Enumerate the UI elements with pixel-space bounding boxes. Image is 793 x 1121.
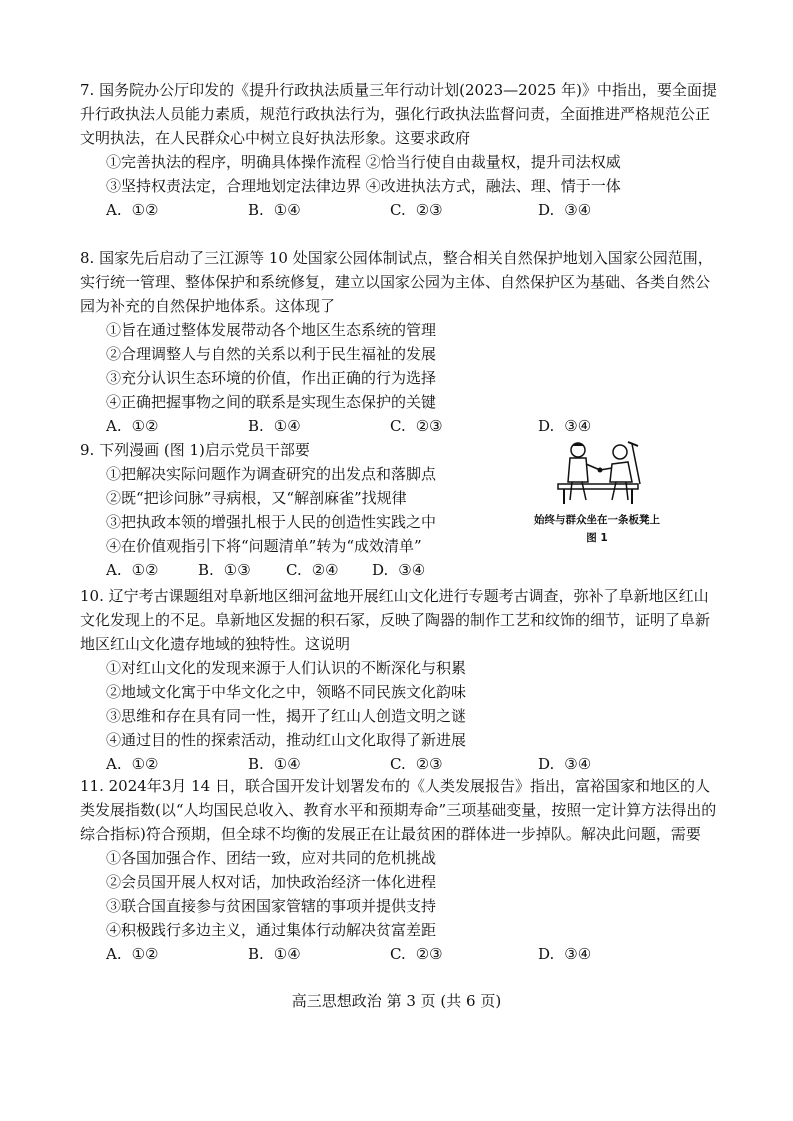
option-line: ③充分认识生态环境的价值，作出正确的行为选择 [106,369,437,387]
question-number: 7. [80,81,95,99]
choice-value: ②④ [311,561,339,579]
choice-letter: B. [248,201,264,219]
option-line: ④在价值观指引下将“问题清单”转为“成效清单” [106,537,422,555]
choice-value: ②③ [415,201,443,219]
page-footer: 高三思想政治 第 3 页 (共 6 页) [291,992,502,1010]
option-line: ②地域文化寓于中华文化之中，领略不同民族文化韵味 [106,683,467,701]
question-stem [80,78,720,150]
hoe-handle [632,444,640,484]
person-head [613,445,627,459]
option-line: ①对红山文化的发现来源于人们认识的不断深化与积累 [106,659,467,677]
choice-b[interactable] [248,942,301,966]
question-7 [80,78,720,222]
option-line: ④积极践行多边主义，通过集体行动解决贫富差距 [106,921,437,939]
choice-value: ③④ [564,755,592,773]
choice-a[interactable] [106,752,159,776]
question-stem [80,584,720,656]
choice-letter: D. [538,945,555,963]
option-line: ②既“把诊问脉”寻病根，又“解剖麻雀”找规律 [106,489,407,507]
question-text: 辽宁考古课题组对阜新地区细河盆地开展红山文化进行专题考古调查，弥补了阜新地区红山文化发现上的不足。阜新地区发掘的积石冢，反映了陶器的制作工艺和纹饰的细节，证明了阜新地区红山文化遗存地域的独特性。这说明 [80,587,711,653]
choice-c[interactable] [390,198,443,222]
choice-value: ①④ [273,945,301,963]
choice-letter: B. [248,755,264,773]
figure-label: 图 1 [586,532,608,544]
choice-letter: D. [372,561,389,579]
option-line: ③坚持权责法定，合理地划定法律边界 ④改进执法方式，融法、理、情于一体 [106,177,621,195]
question-stem [80,774,720,846]
option-line: ①完善执法的程序，明确具体操作流程 ②恰当行使自由裁量权，提升司法权威 [106,153,621,171]
cartoon-drawing [528,440,678,510]
handshake [598,468,603,473]
choice-letter: C. [286,561,302,579]
choice-letter: B. [248,945,264,963]
option-line: ①旨在通过整体发展带动各个地区生态系统的管理 [106,321,437,339]
choice-value: ①④ [273,755,301,773]
choice-b[interactable] [248,414,301,438]
choice-c[interactable] [390,752,443,776]
choice-c[interactable] [390,942,443,966]
question-number: 10. [80,587,104,605]
question-text: 下列漫画 (图 1)启示党员干部要 [99,441,310,459]
choice-letter: A. [106,945,122,963]
answer-choices [80,414,720,438]
choice-value: ①② [131,755,159,773]
choice-a[interactable] [106,942,159,966]
choice-letter: A. [106,755,122,773]
question-number: 11. [80,777,104,795]
choice-letter: A. [106,417,122,435]
choice-letter: D. [538,201,555,219]
choice-letter: B. [198,561,214,579]
answer-choices [80,198,720,222]
question-text: 2024年3月 14 日，联合国开发计划署发布的《人类发展报告》指出，富裕国家和地区的人类发展指数(以“人均国民总收入、教育水平和预期寿命”三项基础变量，按照一定计算方法得出的综合指标)符合预期，但全球不均衡的发展正在让最贫困的群体进一步掉队。解决此问题，需要 [80,777,717,843]
choice-d[interactable] [538,942,591,966]
choice-d[interactable] [538,752,591,776]
option-line: ④通过目的性的探索活动，推动红山文化取得了新进展 [106,731,467,749]
question-text: 国务院办公厅印发的《提升行政执法质量三年行动计划(2023—2025 年)》中指出，要全面提升行政执法人员能力素质，规范行政执法行为，强化行政执法监督问责，全面推进严格规范公正文明执法，在人民群众心中树立良好执法形象。这要求政府 [80,81,717,147]
answer-choices [80,942,720,966]
option-line: ①各国加强合作、团结一致，应对共同的危机挑战 [106,849,437,867]
choice-c[interactable] [286,558,339,582]
choice-b[interactable] [198,558,251,582]
choice-letter: C. [390,201,406,219]
choice-letter: D. [538,417,555,435]
choice-value: ②③ [415,945,443,963]
choice-letter: C. [390,417,406,435]
choice-letter: A. [106,561,122,579]
question-number: 9. [80,441,95,459]
choice-value: ②③ [415,417,443,435]
option-line: ③联合国直接参与贫困国家管辖的事项并提供支持 [106,897,437,915]
choice-value: ③④ [398,561,426,579]
option-line: ①把解决实际问题作为调查研究的出发点和落脚点 [106,465,437,483]
choice-value: ③④ [564,417,592,435]
question-8 [80,246,720,438]
person-body [568,458,588,482]
figure-caption: 始终与群众坐在一条板凳上 [534,514,660,526]
person-body [610,462,632,482]
choice-a[interactable] [106,414,159,438]
question-number: 8. [80,249,95,267]
choice-d[interactable] [372,558,425,582]
answer-choices [80,558,720,582]
choice-value: ①④ [273,201,301,219]
option-line: ②合理调整人与自然的关系以利于民生福祉的发展 [106,345,437,363]
option-line: ③把执政本领的增强扎根于人民的创造性实践之中 [106,513,437,531]
question-11 [80,774,720,966]
choice-value: ③④ [564,945,592,963]
choice-a[interactable] [106,198,159,222]
choice-value: ①④ [273,417,301,435]
answer-choices [80,752,720,776]
choice-value: ①② [131,417,159,435]
choice-d[interactable] [538,198,591,222]
choice-letter: C. [390,945,406,963]
question-stem [80,438,500,462]
question-text: 国家先后启动了三江源等 10 处国家公园体制试点，整合相关自然保护地划入国家公园范围，实行统一管理、整体保护和系统修复，建立以国家公园为主体、自然保护区为基础、各类自然公园为补充的自然保护地体系。这体现了 [80,249,713,315]
question-stem [80,246,720,318]
choice-value: ①③ [223,561,251,579]
option-line: ③思维和存在具有同一性，揭开了红山人创造文明之谜 [106,707,467,725]
choice-letter: D. [538,755,555,773]
choice-b[interactable] [248,752,301,776]
option-line: ④正确把握事物之间的联系是实现生态保护的关键 [106,393,437,411]
choice-value: ①② [131,945,159,963]
choice-value: ①② [131,561,159,579]
choice-letter: C. [390,755,406,773]
choice-value: ③④ [564,201,592,219]
choice-c[interactable] [390,414,443,438]
choice-d[interactable] [538,414,591,438]
choice-value: ②③ [415,755,443,773]
choice-letter: A. [106,201,122,219]
choice-a[interactable] [106,558,159,582]
question-10 [80,584,720,776]
option-line: ②会员国开展人权对话，加快政治经济一体化进程 [106,873,437,891]
choice-b[interactable] [248,198,301,222]
choice-letter: B. [248,417,264,435]
choice-value: ①② [131,201,159,219]
